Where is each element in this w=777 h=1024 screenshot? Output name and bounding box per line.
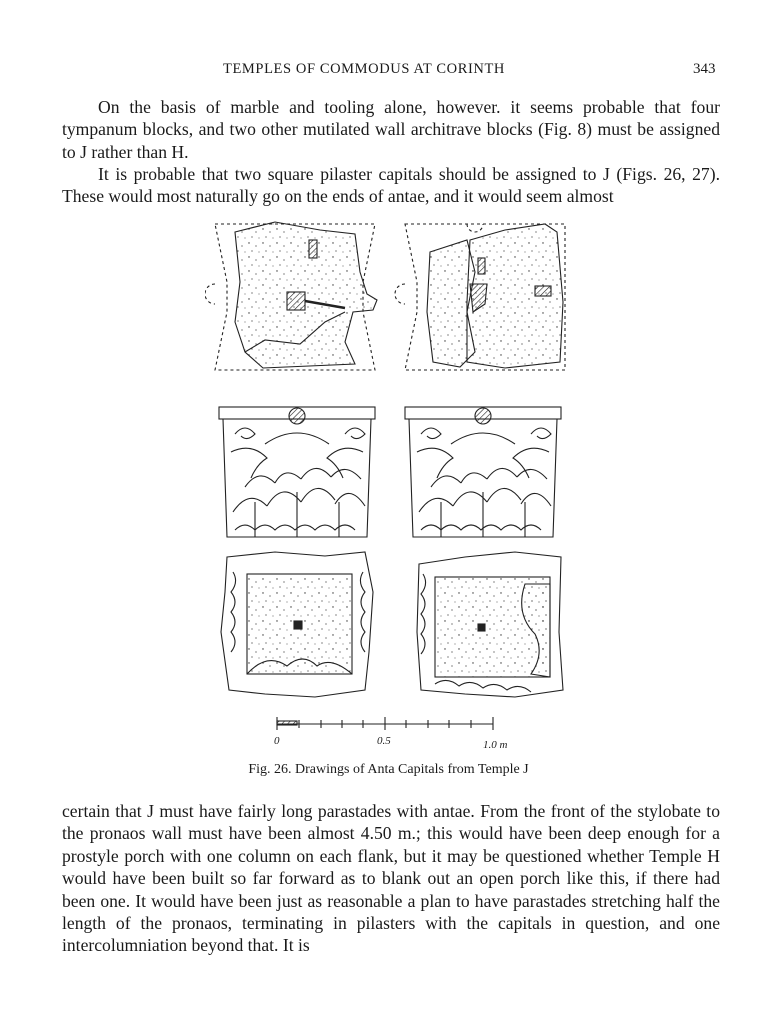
scale-label-meter: 1.0 m [483,739,508,751]
capital-front-elevation-left [219,407,375,537]
capital-underside-right [417,552,563,697]
page-number: 343 [693,61,716,77]
page-header [0,61,777,81]
scale-bar [277,717,493,730]
anta-capitals-drawing [205,212,575,757]
capital-top-view-left [205,222,377,370]
paragraph-3: certain that J must have fairly long parastades with antae. From the front of the stylobate to the pronaos wall must have been almost 4.50 m.; this would have been deep enough for a prostyle porch with one column on each flank, but it may be questioned whether Temple H would have been built so far forward as to blank out an open porch like this, if there had been one. It would have been just as reasonable a plan to have parastades stretching half the length of the pronaos, terminating in pilasters with the capitals in question, and one intercolumniation beyond that. It is [62,801,720,956]
capital-side-view-right [395,224,565,370]
figure-caption: Fig. 26. Drawings of Anta Capitals from Temple J [248,762,529,777]
scale-label-zero: 0 [274,735,280,747]
capital-side-elevation-right [405,407,561,537]
capital-underside-left [221,552,373,697]
paragraph-1: On the basis of marble and tooling alone, however. it seems probable that four tympanum blocks, and two other mutilated wall architrave blocks (Fig. 8) must be assigned to J rather than H. [62,97,720,162]
running-title: TEMPLES OF COMMODUS AT CORINTH [223,61,505,77]
scale-label-half: 0.5 [377,735,391,747]
paragraph-2: It is probable that two square pilaster capitals should be assigned to J (Figs. 26, 27). These would most naturally go on the ends of antae, and it would seem almost [62,164,720,207]
